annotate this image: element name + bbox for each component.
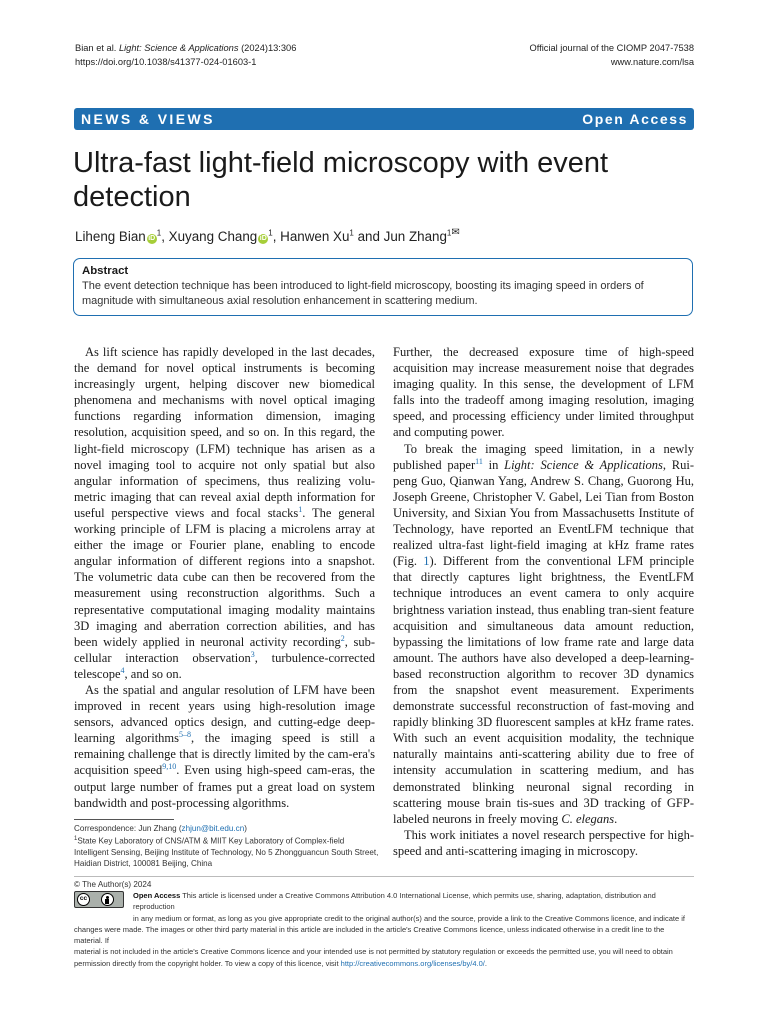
body-column-right — [393, 344, 694, 859]
official-journal-note: Official journal of the CIOMP 2047-7538 — [529, 43, 694, 53]
reference-link[interactable]: 2 — [340, 633, 345, 643]
affiliation-note: $^1$State Key Laboratory of CNS/ATM & MIIT Key Laboratory of Complex-field Intelligent Sensing, Beijing Institute of Technology, No 5 Zhongguancun South Street, Haidian District, 100081 Beijing, China — [74, 836, 379, 869]
correspondence-note: Correspondence: Jun Zhang (zhjun@bit.edu.cn) $^1$State Key Laboratory of CNS/ATM & MIIT Key Laboratory of Complex-field Intelligent Sensing, Beijing Institute of Technology, No 5 Zhongguancun South Street, Haidian District, 100081 Beijing, China — [74, 824, 379, 869]
body-paragraph: Further, the decreased exposure time of high-speed acquisition may increase measurement noise that degrades imaging quality. In this sense, the development of LFM falls into the tradeoff among imaging resolution, imaging speed, and processing efficiency under limited throughput and computing power. — [393, 345, 694, 440]
author-name[interactable]: Liheng Bian — [75, 229, 146, 244]
reference-link[interactable]: 5–8 — [179, 730, 192, 740]
creative-commons-badge[interactable] — [74, 891, 124, 908]
author-name[interactable]: Jun Zhang — [383, 229, 447, 244]
orcid-icon[interactable]: iD — [148, 235, 156, 242]
running-header-citation — [75, 42, 296, 69]
open-access-label: Open Access — [582, 111, 688, 127]
journal-website-link[interactable]: www.nature.com/lsa — [610, 56, 694, 67]
footnote-divider — [74, 819, 174, 820]
copyright-notice: © The Author(s) 2024 — [74, 880, 152, 889]
body-paragraph: As lift science has rapidly developed in the last decades, the demand for novel optical instruments is becoming increasingly urgent, helping discover new biomedical phenomena and mechanisms with novel optical imaging functions regarding information dimension, imaging resolution, acquisition speed, and so on. In this regard, the light-field microscopy (LFM) technique has arisen as a novel imaging tool to acquire not only spatial but also angular information of specimens, thus realizing volu-metric imaging that can reveal axial depth information for useful perspective views and focal stacks$^1$. The general working principle of LFM is placing a microlens array at either the image or Fourier plane, enabling to encode angular information of different regions into a snapshot. The volumetric data cube can then be recovered from the measurement using reconstruction algorithms. Such a representative computational imaging modality maintains 3D imaging and aberration correction abilities, and has been widely applied in neuronal activity recording$^2$, sub-cellular interaction observation$^3$, turbulence-corrected telescope$^4$, and so on. — [74, 345, 376, 681]
attribution-person-icon — [101, 893, 114, 906]
citation-authors: Bian et al. — [75, 43, 119, 53]
reference-link[interactable]: 3 — [250, 649, 255, 659]
affiliation-marker: 1 — [156, 228, 162, 238]
reference-link[interactable]: 9,10 — [162, 762, 177, 772]
envelope-icon[interactable]: ✉ — [451, 227, 460, 238]
affiliation-marker: 1 — [268, 228, 273, 238]
article-title: Ultra-fast light-field microscopy with event detection — [73, 147, 609, 213]
footer-divider — [74, 876, 694, 877]
reference-link[interactable]: 4 — [120, 665, 125, 675]
affiliation-marker: 1 — [349, 228, 354, 238]
species-name: C. elegans — [561, 811, 615, 826]
journal-name: Light: Science & Applications — [118, 43, 239, 53]
running-header-journal — [529, 42, 694, 69]
body-column-left — [74, 344, 375, 811]
orcid-icon[interactable]: iD — [259, 235, 267, 242]
section-label: NEWS & VIEWS — [81, 111, 215, 127]
author-name[interactable]: Hanwen Xu — [280, 229, 350, 244]
cc-icon: cc — [77, 893, 90, 906]
journal-name: Light: Science & Applications — [504, 457, 663, 472]
body-paragraph: As the spatial and angular resolution of LFM have been improved in recent years using high-resolution image sensors, advanced optics design, and cutting-edge deep-learning algorithms$^{5-8}$, the imaging speed is still a remaining challenge that is directly limited by the cam-era's acquisition speed$^{9,10}$. Even using high-speed cam-eras, the output large number of frames put a great load on system bandwidth and post-processing algorithms. — [74, 682, 376, 810]
reference-link[interactable]: 11 — [475, 456, 483, 466]
affiliation-marker: 1 — [446, 228, 452, 238]
doi-link[interactable]: https://doi.org/10.1038/s41377-024-01603-1 — [75, 56, 257, 67]
reference-link[interactable]: 1 — [298, 504, 303, 514]
open-access-heading: Open Access — [133, 891, 181, 900]
abstract-heading: Abstract — [82, 265, 129, 277]
abstract-box — [73, 258, 693, 316]
abstract-text: The event detection technique has been introduced to light-field microscopy, boosting its imaging speed in orders of magnitude with simultaneous axial resolution enhancement in scattering medium. — [82, 280, 644, 307]
section-band — [74, 108, 694, 130]
author-name[interactable]: Xuyang Chang — [168, 229, 258, 244]
license-text: Open Access This article is licensed under a Creative Commons Attribution 4.0 International License, which permits use, sharing, adaptation, distribution and reproduction in any medium or format, as long as you give appropriate credit to the original author(s) and the source, provide a link to the Creative Commons licence, and indicate if changes were made. The images or other third party material in this article are included in the article's Creative Commons licence, unless indicated otherwise in a credit line to the material. If material is not included in the article's Creative Commons licence and your intended use is not permitted by statutory regulation or exceeds the permitted use, you will need to obtain permission directly from the copyright holder. To view a copy of this licence, visit http://creativecommons.org/licenses/by/4.0/. — [74, 891, 685, 968]
figure-link[interactable]: 1 — [423, 554, 430, 569]
citation-volume: (2024)13:306 — [238, 43, 297, 53]
license-url-link[interactable]: http://creativecommons.org/licenses/by/4.0/ — [340, 958, 485, 968]
author-list: Liheng Bian $iD^1$, Xuyang Chang $iD^1$, Hanwen Xu$^1$ and Jun Zhang$^{1✉}$ — [75, 227, 460, 244]
body-paragraph: To break the imaging speed limitation, in a newly published paper$^{11}$ in Light: Science & Applications, Rui-peng Guo, Qianwan Yang, Andrew S. Chang, Guorong Hu, Joseph Greene, Christopher V. Gabel, Lei Tian from Boston University, and Sixian You from Massachusetts Institute of Technology, have reported an EventLFM technique that realized ultra-fast light-field imaging at kHz frame rates (Fig. 1). Different from the conventional LFM principle that directly captures light brightness, the EventLFM technique introduces an event camera to only acquire brightness variation instead, thus enabling tran-sient feature acquisition and simultaneous data amount reduction, bypassing the limitations of low frame rate and large data amount. The authors have also developed a deep-learning-based reconstruction algorithm to recover 3D dynamics from the snapshot event measurement. Experiments demonstrate successful reconstruction of fast-moving and rapidly blinking 3D fluorescent samples at kHz frame rates. With such an event acquisition modality, the technique naturally maintains anti-scattering ability due to free of intensity accumulation in scattering medium, and has demonstrated blinking neuronal signal recording in scattering mouse brain tis-sues and 3D tracking of GFP-labeled neurons in freely moving C. elegans. — [393, 441, 694, 826]
body-paragraph: This work initiates a novel research perspective for high-speed and anti-scattering imaging in microscopy. — [393, 827, 694, 858]
email-link[interactable]: zhjun@bit.edu.cn — [181, 824, 245, 833]
